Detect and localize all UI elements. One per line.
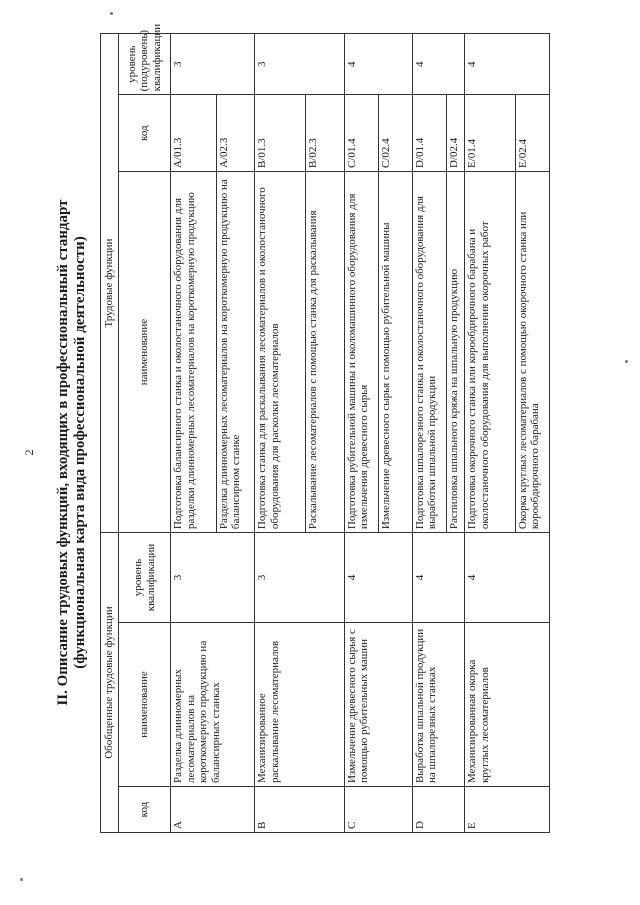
group-name: Выработка шпальной продукции на шпалорезных станках [412, 622, 464, 786]
header-qual-level: уровень квалификации [119, 533, 171, 623]
function-name: Раскалывание лесоматериалов с помощью станка для раскалывания [305, 171, 344, 532]
group-name: Разделка длинномерных лесоматериалов на короткомерную продукцию на балансирных станках [171, 622, 255, 786]
table-row [171, 34, 217, 833]
group-level: 3 [171, 533, 255, 623]
function-name: Подготовка окорочного станка или корообдирочного барабана и околостаночного оборудования для выполнения окорочных работ [465, 171, 515, 532]
group-code: D [412, 787, 464, 833]
function-name: Распиловка шпального кряжа на шпальную продукцию [447, 171, 465, 532]
header-labor-functions: Трудовые функции [101, 34, 119, 533]
header-name2: наименование [119, 171, 171, 532]
page-number: 2 [22, 449, 36, 456]
functional-map-table [100, 23, 550, 833]
table-row [344, 34, 378, 833]
function-sublevel: 3 [171, 34, 255, 95]
function-name: Подготовка рубительной машины и околомашинного оборудования для измельчения древесного сырья [344, 171, 378, 532]
function-code: E/02.4 [515, 95, 549, 172]
function-code: A/02.3 [216, 95, 255, 172]
group-level: 3 [255, 533, 344, 623]
function-name: Подготовка балансирного станка и околостаночного оборудования для разделки длинномерных лесоматериалов на короткомерную продукцию [171, 171, 217, 532]
function-code: D/01.4 [412, 95, 446, 172]
section-title [55, 0, 89, 905]
function-code: E/01.4 [465, 95, 515, 172]
table-row [465, 34, 515, 833]
function-sublevel: 4 [344, 34, 412, 95]
group-code: C [344, 787, 412, 833]
function-code: C/01.4 [344, 95, 378, 172]
section-title-line1: II. Описание трудовых функций, входящих в профессиональный стандарт [55, 199, 71, 706]
header-sub-level: уровень (подуровень) квалификации [119, 34, 171, 95]
group-name: Измельчение древесного сырья с помощью рубительных машин [344, 622, 412, 786]
group-name: Механизированная окорка круглых лесоматериалов [465, 622, 550, 786]
group-level: 4 [344, 533, 412, 623]
group-level: 4 [465, 533, 550, 623]
function-sublevel: 4 [465, 34, 550, 95]
function-code: B/01.3 [255, 95, 305, 172]
function-name: Подготовка шпалорезного станка и околостаночного оборудования для выработки шпальной продукции [412, 171, 446, 532]
header-code2: код [119, 95, 171, 172]
function-sublevel: 4 [412, 34, 464, 95]
group-name: Механизированное раскалывание лесоматериалов [255, 622, 344, 786]
group-code: E [465, 787, 550, 833]
function-sublevel: 3 [255, 34, 344, 95]
table-row [412, 34, 446, 833]
function-name: Разделка длинномерных лесоматериалов на короткомерную продукцию на балансирном станке [216, 171, 255, 532]
header-generalized: Обобщенные трудовые функции [101, 533, 119, 833]
function-code: C/02.4 [378, 95, 412, 172]
function-code: A/01.3 [171, 95, 217, 172]
function-name: Измельчение древесного сырья с помощью рубительной машины [378, 171, 412, 532]
function-code: B/02.3 [305, 95, 344, 172]
function-code: D/02.4 [447, 95, 465, 172]
function-name: Окорка круглых лесоматериалов с помощью окорочного станка или корообдирочного барабана [515, 171, 549, 532]
group-code: A [171, 787, 255, 833]
table-row [255, 34, 305, 833]
group-code: B [255, 787, 344, 833]
function-name: Подготовка станка для раскалывания лесоматериалов и околостаночного оборудования для расколки лесоматериалов [255, 171, 305, 532]
header-code: код [119, 787, 171, 833]
section-title-line2: (функциональная карта вида профессиональной деятельности) [72, 236, 88, 669]
group-level: 4 [412, 533, 464, 623]
header-name: наименование [119, 622, 171, 786]
